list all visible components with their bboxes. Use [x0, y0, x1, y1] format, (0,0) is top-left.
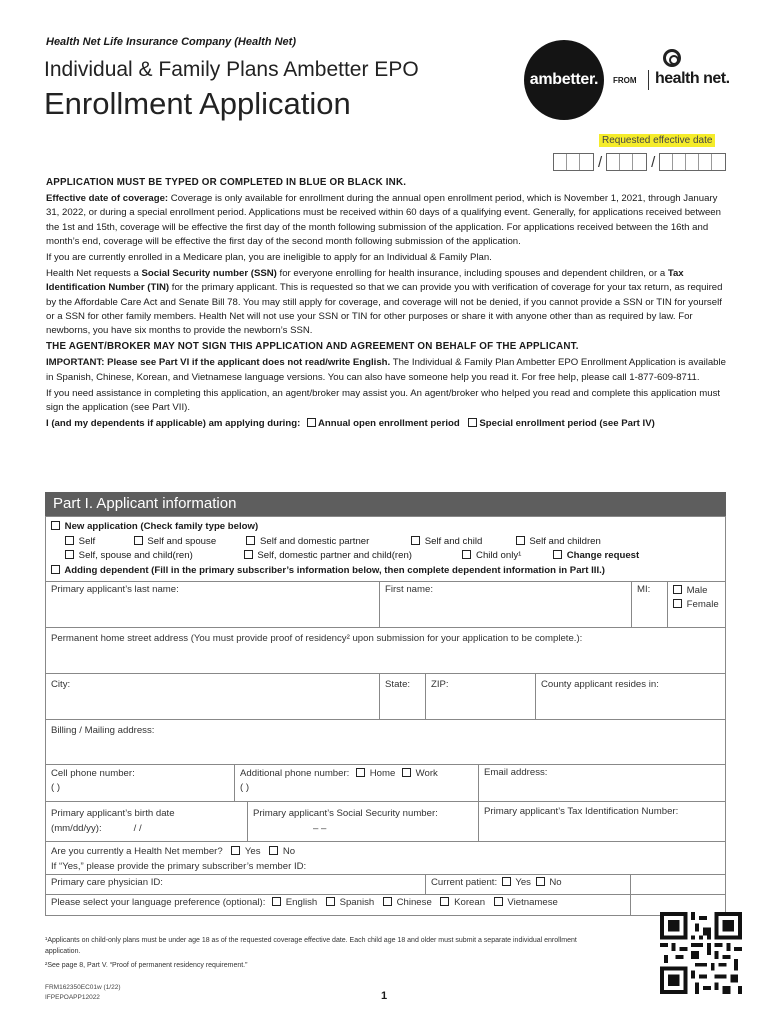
member-yes-checkbox[interactable]: [231, 846, 240, 855]
self-dp-children-checkbox[interactable]: [244, 550, 253, 559]
day-boxes[interactable]: [606, 153, 647, 171]
child-only-checkbox[interactable]: [462, 550, 471, 559]
form-code-2: IFPEPOAPP12022: [45, 994, 100, 1001]
patient-yes-checkbox[interactable]: [502, 877, 511, 886]
billing-row: [46, 720, 725, 765]
spanish-checkbox[interactable]: [326, 897, 335, 906]
logo-from-text: FROM: [613, 76, 637, 85]
email-field[interactable]: Email address:: [484, 767, 548, 778]
ink-instruction: APPLICATION MUST BE TYPED OR COMPLETED IN BLUE OR BLACK INK.: [46, 177, 407, 188]
form-codes: [45, 983, 121, 1003]
work-checkbox[interactable]: [402, 768, 411, 777]
self-checkbox[interactable]: [65, 536, 74, 545]
ambetter-logo: [524, 40, 604, 120]
health-net-logo: health net.: [655, 70, 730, 87]
self-spouse-children-checkbox[interactable]: [65, 550, 74, 559]
member-id-field[interactable]: If “Yes,” please provide the primary subscriber’s member ID:: [51, 861, 307, 872]
last-name-field[interactable]: Primary applicant’s last name:: [46, 582, 380, 627]
effective-date-paragraph: Effective date of coverage: Coverage is only available for enrollment during the annual open enrollment period, which is November 1, 2021, through January 31, 2022, or during a special enrollment period. Applications must be received within 60 days of a qualifying event. Generally, for applications received between the 1st and 15th, coverage will be effective the first day of the month following submission of the application. For applications received between the 16th and month’s end, coverage will be effective the first day of the second month following submission of the application.: [46, 193, 721, 247]
applying-during: I (and my dependents if applicable) am applying during: Annual open enrollment period Special enrollment period (see Part IV): [46, 418, 655, 430]
form-code-1: FRM162350EC01w (1/22): [45, 984, 121, 991]
health-net-icon: [663, 49, 681, 67]
pcp-row: Primary care physician ID: Current patient: Yes No: [46, 875, 725, 895]
form-subtitle: Individual & Family Plans Ambetter EPO: [44, 58, 419, 81]
chinese-checkbox[interactable]: [383, 897, 392, 906]
logo-divider: [648, 70, 649, 90]
language-row: Please select your language preference (optional): English Spanish Chinese Korean Vietnamese: [46, 895, 725, 915]
year-boxes[interactable]: [659, 153, 726, 171]
birth-ssn-row: [46, 802, 725, 842]
annual-checkbox[interactable]: [307, 418, 316, 427]
first-name-field[interactable]: First name:: [380, 582, 632, 627]
phone-row: [46, 765, 725, 802]
english-checkbox[interactable]: [272, 897, 281, 906]
important-paragraph: IMPORTANT: Please see Part VI if the applicant does not read/write English. The Individual & Family Plan Ambetter EPO Enrollment Application is available in Spanish, Chinese, Korean, and Vietnamese language versions. You can also have someone help you read it. For free help, please call 1-877-609-8711.: [46, 357, 726, 383]
patient-no-checkbox[interactable]: [536, 877, 545, 886]
self-child-checkbox[interactable]: [411, 536, 420, 545]
vietnamese-checkbox[interactable]: [494, 897, 503, 906]
requested-date-boxes[interactable]: / /: [553, 153, 726, 171]
medicare-paragraph: If you are currently enrolled in a Medicare plan, you are ineligible to apply for an Individual & Family Plan.: [46, 252, 492, 264]
new-application-checkbox[interactable]: [51, 521, 60, 530]
address-row: [46, 628, 725, 674]
member-row: Are you currently a Health Net member? Yes No If “Yes,” please provide the primary subscriber’s member ID:: [46, 842, 725, 875]
state-field[interactable]: State:: [380, 674, 426, 719]
footnotes: [45, 935, 605, 971]
requested-date-label: Requested effective date: [599, 134, 715, 147]
male-checkbox[interactable]: [673, 585, 682, 594]
footnote-1: ¹Applicants on child-only plans must be under age 18 as of the requested coverage effective date. Each child age 18 and older must submit a separate individual enrollment application.: [45, 937, 577, 955]
member-no-checkbox[interactable]: [269, 846, 278, 855]
qr-code: [660, 910, 742, 996]
cell-phone-field[interactable]: Cell phone number: ( ): [46, 765, 235, 801]
family-type-row: New application (Check family type below) Self Self and spouse Self and domestic partner Self and child Self and children Self, spouse and child(ren) Self, domestic partner and child(ren) Child only¹ Change request Adding dependent (Fill in the primary subscriber’s information below, then complete dependent information in Part III.): [46, 517, 725, 582]
home-checkbox[interactable]: [356, 768, 365, 777]
ssn-field[interactable]: Primary applicant’s Social Security number: – –: [248, 802, 479, 841]
name-row: Primary applicant’s last name: First name: MI: Male Female: [46, 582, 725, 628]
pcp-field[interactable]: Primary care physician ID:: [46, 875, 426, 894]
special-checkbox[interactable]: [468, 418, 477, 427]
address-field[interactable]: Permanent home street address (You must provide proof of residency² upon submission for your application to be complete.):: [51, 633, 583, 644]
company-name: Health Net Life Insurance Company (Health Net): [46, 36, 296, 48]
billing-address-field[interactable]: Billing / Mailing address:: [51, 725, 155, 736]
page-title: Enrollment Application: [44, 86, 351, 121]
ambetter-logo-text: ambetter.: [529, 71, 599, 88]
adding-dependent-checkbox[interactable]: [51, 565, 60, 574]
self-dp-checkbox[interactable]: [246, 536, 255, 545]
applicant-form: [45, 516, 726, 916]
part1-header: Part I. Applicant information: [45, 492, 726, 516]
change-request-checkbox[interactable]: [553, 550, 562, 559]
intro-section: [46, 176, 728, 433]
self-children-checkbox[interactable]: [516, 536, 525, 545]
birth-date-field[interactable]: Primary applicant’s birth date (mm/dd/yy): / /: [46, 802, 248, 841]
mi-field[interactable]: MI:: [632, 582, 668, 627]
ssn-paragraph: Health Net requests a Social Security number (SSN) for everyone enrolling for health insurance, including spouses and dependent children, or a Tax Identification Number (TIN) for the primary applicant. This is requested so that we can provide you with verification of coverage for your tax return, as required by the Affordable Care Act and Senate Bill 78. You may still apply for coverage, and coverage will not be denied, if you cannot provide a SSN or TIN for yourself or a SSN for other family members. Health Net will not use your SSN or TIN for other purposes or share it with anyone other than as required by law. For newborns, you have six months to provide the newborn’s SSN.: [46, 268, 723, 337]
self-spouse-checkbox[interactable]: [134, 536, 143, 545]
footnote-2: ²See page 8, Part V. “Proof of permanent residency requirement.”: [45, 962, 248, 969]
county-field[interactable]: County applicant resides in:: [541, 679, 659, 690]
city-field[interactable]: City:: [46, 674, 380, 719]
korean-checkbox[interactable]: [440, 897, 449, 906]
assistance-paragraph: If you need assistance in completing this application, an agent/broker may assist you. An agent/broker who helped you read and complete this application must sign the application (see Part VII).: [46, 387, 721, 414]
female-checkbox[interactable]: [673, 599, 682, 608]
agent-notice: THE AGENT/BROKER MAY NOT SIGN THIS APPLICATION AND AGREEMENT ON BEHALF OF THE APPLICANT.: [46, 341, 579, 353]
additional-phone-field[interactable]: Additional phone number: Home Work ( ): [235, 765, 479, 801]
month-boxes[interactable]: [553, 153, 594, 171]
page-number: 1: [381, 990, 388, 1002]
tin-field[interactable]: Primary applicant’s Tax Identification Number:: [484, 806, 679, 817]
city-row: [46, 674, 725, 720]
zip-field[interactable]: ZIP:: [426, 674, 536, 719]
